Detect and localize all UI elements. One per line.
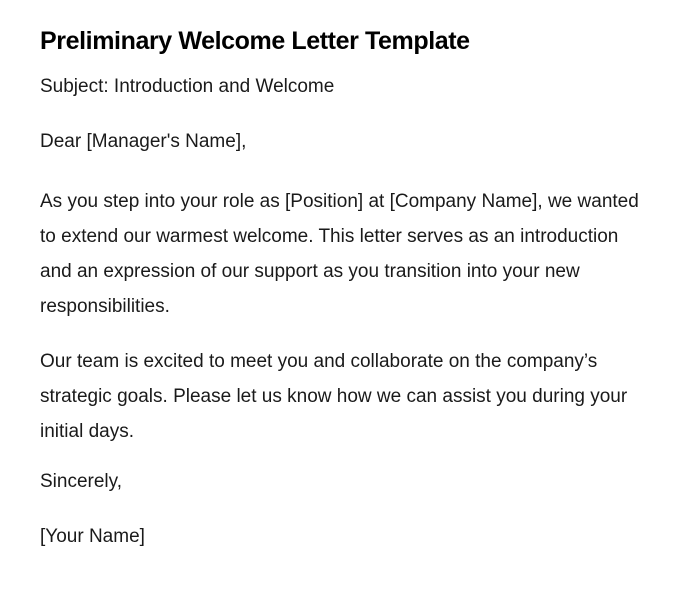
subject-line: Subject: Introduction and Welcome (40, 76, 335, 97)
body-paragraph-2: Our team is excited to meet you and collaborate on the company’s strategic goals. Please let us know how we can assist you during your initial days. (40, 351, 628, 442)
closing: Sincerely, (40, 471, 123, 492)
greeting: Dear [Manager's Name], (40, 131, 247, 152)
signature-placeholder: [Your Name] (40, 526, 145, 547)
body-paragraph-1: As you step into your role as [Position] at [Company Name], we wanted to extend our warmest welcome. This letter serves as an introduction and an expression of our support as you transition into your new responsibilities. (40, 191, 639, 317)
document-title: Preliminary Welcome Letter Template (40, 27, 470, 55)
